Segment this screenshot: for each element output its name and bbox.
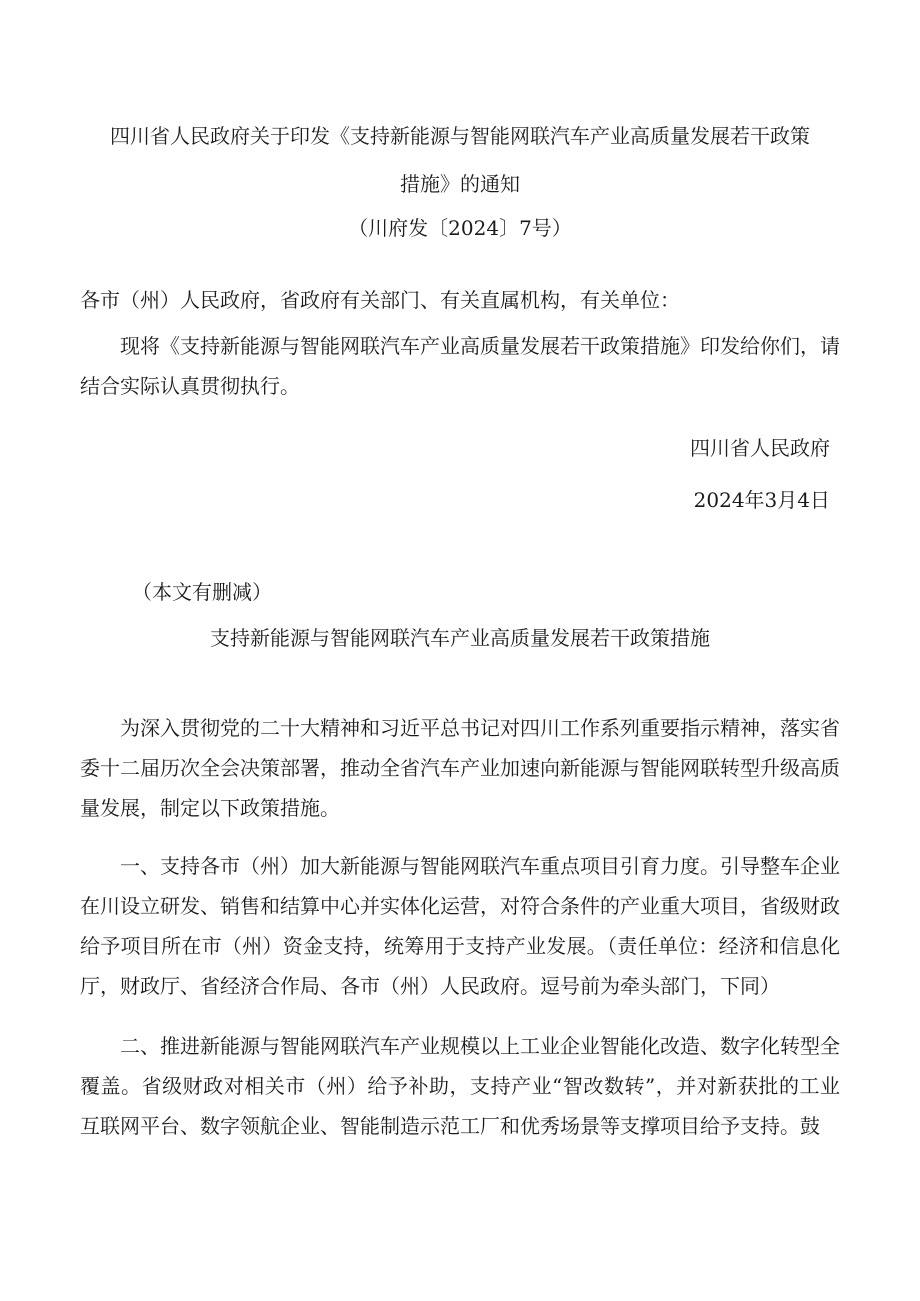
paragraph-measure-1: 一、支持各市（州）加大新能源与智能网联汽车重点项目引育力度。引导整车企业在川设立研发、销售和结算中心并实体化运营，对符合条件的产业重大项目，省级财政给予项目所在市（州）资金支持，统筹用于支持产业发展。（责任单位：经济和信息化厅，财政厅、省经济合作局、各市（州）人民政府。逗号前为牵头部门，下同） <box>80 854 840 998</box>
paragraph-intro: 为深入贯彻党的二十大精神和习近平总书记对四川工作系列重要指示精神，落实省委十二届历次全会决策部署，推动全省汽车产业加速向新能源与智能网联转型升级高质量发展，制定以下政策措施。 <box>80 716 840 820</box>
measures-title: 支持新能源与智能网联汽车产业高质量发展若干政策措施 <box>210 626 710 650</box>
issue-date: 2024年3月4日 <box>693 488 830 512</box>
document-title-line-2: 措施》的通知 <box>400 172 520 196</box>
salutation: 各市（州）人民政府，省政府有关部门、有关直属机构，有关单位： <box>80 288 680 312</box>
abridged-note: （本文有删减） <box>132 580 272 604</box>
issuer: 四川省人民政府 <box>690 436 830 460</box>
document-number: （川府发〔2024〕7号） <box>348 216 572 240</box>
document-title-line-1: 四川省人民政府关于印发《支持新能源与智能网联汽车产业高质量发展若干政策 <box>110 124 810 148</box>
paragraph-measure-2: 二、推进新能源与智能网联汽车产业规模以上工业企业智能化改造、数字化转型全覆盖。省级财政对相关市（州）给予补助，支持产业“智改数转”，并对新获批的工业互联网平台、数字领航企业、智能制造示范工厂和优秀场景等支撑项目给予支持。鼓 <box>80 1034 840 1138</box>
notice-body: 现将《支持新能源与智能网联汽车产业高质量发展若干政策措施》印发给你们，请结合实际认真贯彻执行。 <box>80 334 840 398</box>
